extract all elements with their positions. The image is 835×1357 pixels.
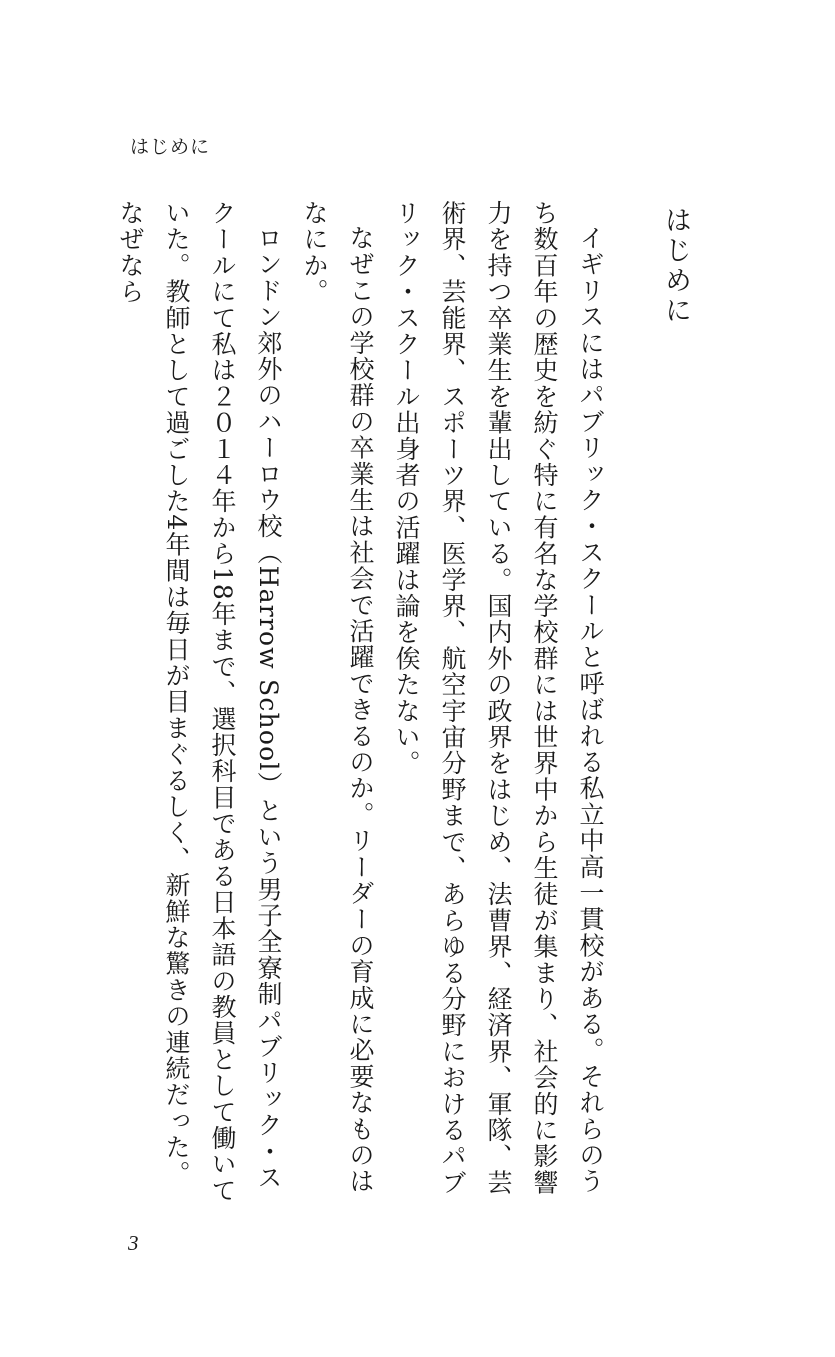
- paragraph: イギリスにはパブリック・スクールと呼ばれる私立中高一貫校がある。それらのうち数百年の歴史を紡ぐ特に有名な学校群には世界中から生徒が集まり、社会的に影響力を持つ卒業生を輩出している。国内外の政界をはじめ、法曹界、経済界、軍隊、芸術界、芸能界、スポーツ界、医学界、航空宇宙分野まで、あらゆる分野におけるパブリック・スクール出身者の活躍は論を俟たない。: [392, 200, 605, 1196]
- body-text: [107, 200, 613, 1210]
- page-number: 3: [128, 1231, 139, 1255]
- paragraph: なぜこの学校群の卒業生は社会で活躍できるのか。リーダーの育成に必要なものはなにか。: [300, 200, 375, 1195]
- chapter-title: はじめに: [660, 206, 691, 326]
- running-head: はじめに: [130, 136, 211, 158]
- paragraph: ロンドン郊外のハーロウ校（Harrow School）という男子全寮制パブリック・スクールにて私は２０１４年から18年まで、選択科目である日本語の教員として働いていた。教師として過ごした4年間は毎日が目まぐるしく、新鮮な驚きの連続だった。なぜなら: [116, 200, 283, 1204]
